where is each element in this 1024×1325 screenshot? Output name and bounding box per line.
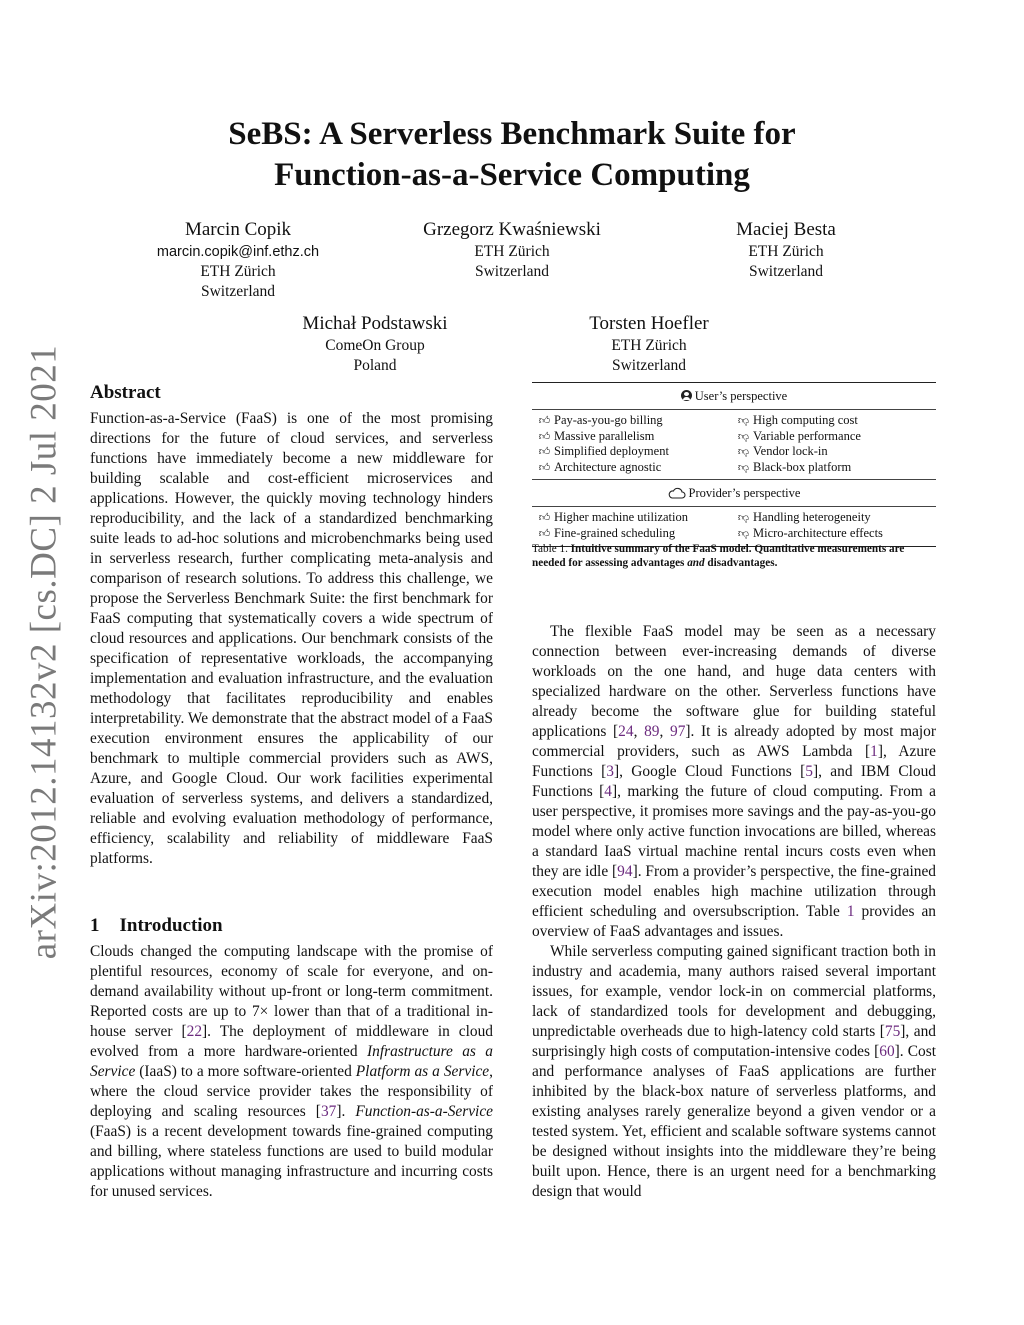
- emphasis-text: Function-as-a-Service: [355, 1103, 493, 1120]
- text-run: While serverless computing gained significant traction both in industry and academia, many authors raised several important issues, for example, vendor lock-in on commercial platforms, lack of standardized tools for development and debugging, unpredictable overheads due to high-latency cold starts [: [532, 943, 936, 1040]
- text-run: (IaaS) to a more software-oriented: [135, 1063, 356, 1080]
- cloud-icon: [668, 482, 686, 508]
- author-block-2: [362, 218, 662, 282]
- right-column-body: [532, 622, 936, 1202]
- author-email[interactable]: marcin.copik@inf.ethz.ch: [156, 244, 320, 260]
- advantage-text: Massive parallelism: [554, 428, 655, 443]
- thumbs-down-icon: 👎︎: [737, 446, 750, 459]
- disadvantages-column: [737, 413, 936, 475]
- caption-text-end: disadvantages.: [707, 557, 778, 569]
- advantage-text: Pay-as-you-go billing: [554, 413, 663, 427]
- author-block-4: [225, 312, 525, 376]
- citation-link[interactable]: 60: [879, 1043, 895, 1060]
- user-icon: [681, 390, 692, 401]
- citation-link[interactable]: 75: [884, 1023, 901, 1040]
- table-row: [538, 510, 737, 526]
- author-country: Switzerland: [474, 263, 550, 280]
- thumbs-up-icon: 👍︎: [538, 446, 551, 459]
- provider-perspective-header: [532, 480, 936, 506]
- abstract-body: [90, 409, 493, 869]
- citation-link[interactable]: 24: [618, 723, 634, 740]
- author-block-5: [499, 312, 799, 376]
- table-row: [737, 510, 936, 526]
- text-run: ], and surprisingly high costs of computation-intensive codes [: [532, 1023, 936, 1060]
- advantage-text: Architecture agnostic: [554, 459, 662, 474]
- text-run: ]. Cost and performance analyses of FaaS applications are further inhibited by the black-box nature of serverless platforms, and existing analyses rarely generalize beyond a given vendor or a tested system. Yet, efficient and scalable software systems cannot be designed without insights into the middleware they’re being built upon. Hence, there is an urgent need for a benchmarking design that would: [532, 1043, 936, 1200]
- text-run: ]. It is already adopted by most major commercial providers, such as AWS Lambda [: [532, 723, 936, 760]
- author-name: Michał Podstawski: [302, 313, 448, 334]
- author-block-1: [88, 218, 388, 302]
- text-run: ], Azure Functions [: [532, 743, 936, 780]
- citation-link[interactable]: 97: [670, 723, 686, 740]
- thumbs-down-icon: 👎︎: [737, 430, 750, 443]
- thumbs-down-icon: 👎︎: [737, 527, 750, 540]
- author-name: Maciej Besta: [736, 219, 836, 240]
- caption-text: Intuitive summary of the FaaS model. Quantitative measurements are needed for assessing advantages: [532, 543, 905, 569]
- author-affiliation: ETH Zürich: [748, 243, 824, 260]
- advantage-text: Fine-grained scheduling: [554, 525, 676, 540]
- provider-perspective-rows: [532, 507, 936, 545]
- advantage-text: Higher machine utilization: [554, 510, 688, 525]
- thumbs-down-icon: 👎︎: [737, 512, 750, 525]
- thumbs-down-icon: 👎︎: [737, 415, 750, 427]
- citation-link[interactable]: 5: [805, 763, 813, 780]
- disadvantage-text: Variable performance: [753, 428, 861, 443]
- author-affiliation: ETH Zürich: [200, 263, 276, 280]
- caption-label: Table 1.: [532, 543, 568, 555]
- table-row: [538, 413, 737, 429]
- text-run: ].: [336, 1103, 356, 1120]
- text-run: ], Google Cloud Functions [: [613, 763, 806, 780]
- table-row: [737, 413, 936, 429]
- user-perspective-header: [532, 383, 936, 409]
- user-perspective-rows: [532, 410, 936, 479]
- table-row: [538, 444, 737, 460]
- author-country: Switzerland: [748, 263, 824, 280]
- title-line-1: SeBS: A Serverless Benchmark Suite for: [228, 116, 796, 152]
- caption-emphasis: and: [687, 557, 705, 569]
- author-name: Torsten Hoefler: [589, 313, 709, 334]
- citation-link[interactable]: 4: [604, 783, 612, 800]
- table-row: [737, 460, 936, 476]
- introduction-body: [90, 942, 493, 1202]
- intro-paragraph: [90, 942, 493, 1202]
- emphasis-text: Infrastructure as a Service: [90, 1043, 494, 1080]
- citation-link[interactable]: 22: [186, 1023, 203, 1040]
- author-country: Poland: [353, 357, 397, 374]
- table-row: [538, 526, 737, 542]
- table-row: [538, 429, 737, 445]
- thumbs-up-icon: 👍︎: [538, 415, 551, 427]
- advantage-text: Simplified deployment: [554, 444, 669, 459]
- user-perspective-label: User’s perspective: [694, 389, 788, 403]
- text-run: ]. The deployment of middleware in cloud evolved from a more hardware-oriented: [90, 1023, 493, 1060]
- author-block-3: [636, 218, 936, 282]
- text-run: ]. From a provider’s perspective, the fine-grained execution model enables high machine utilization through efficient scheduling and oversubscription. Table: [532, 863, 936, 920]
- disadvantage-text: Micro-architecture effects: [753, 525, 883, 540]
- text-run: provides an overview of FaaS advantages and issues.: [532, 903, 936, 940]
- abstract-text: Function-as-a-Service (FaaS) is one of the most promising directions for the future of cloud services, and serverless functions have immediately become a new middleware for building scalable and cost-efficient microservices and applications. However, the quickly moving technology hinders reproducibility, and the lack of a standardized benchmarking suite leads to ad-hoc solutions and microbenchmarks being used in serverless research, further complicating meta-analysis and comparison of research solutions. To address this challenge, we propose the Serverless Benchmark Suite: the first benchmark for FaaS computing that systematically covers a wide spectrum of cloud resources and applications. Our benchmark consists of the specification of representative workloads, the accompanying implementation and evaluation infrastructure, and the evaluation methodology that facilitates reproducibility and enables interpretability. We demonstrate that the abstract model of a FaaS execution environment ensures the applicability of our benchmark to multiple commercial providers such as AWS, Azure, and Google Cloud. Our work facilities experimental evaluation of serverless systems, and delivers a standardized, reliable and evolving evaluation methodology of performance, efficiency, scalability and reliability of middleware FaaS platforms.: [90, 410, 493, 867]
- abstract-heading: Abstract: [90, 382, 161, 403]
- thumbs-up-icon: 👍︎: [538, 512, 551, 525]
- section-number: 1: [90, 915, 100, 936]
- disadvantage-text: Handling heterogeneity: [753, 510, 871, 525]
- disadvantage-text: High computing cost: [753, 413, 858, 427]
- text-run: (FaaS) is a recent development towards fine-grained computing and billing, where stateless functions are used to build modular applications without managing infrastructure and incurring costs for unused services.: [90, 1123, 493, 1200]
- title-line-2: Function-as-a-Service Computing: [274, 157, 750, 193]
- author-country: Switzerland: [611, 357, 687, 374]
- author-name: Marcin Copik: [184, 219, 292, 240]
- table-caption: [532, 542, 936, 570]
- text-run: ], marking the future of cloud computing. From a user perspective, it promises more savings and the pay-as-you-go model where only active function invocations are billed, whereas a standard IaaS virtual machine rental incurs costs even when they are idle [: [532, 783, 936, 880]
- author-country: Switzerland: [200, 283, 276, 300]
- text-run: The flexible FaaS model may be seen as a necessary connection between ever-increasing demands of diverse workloads on the one hand, and huge data centers with specialized hardware on the other. Serverless functions have already become the software glue for building stateful applications [: [532, 623, 936, 740]
- advantages-column: [538, 413, 737, 475]
- arxiv-identifier-stamp: arXiv:2012.14132v2 [cs.DC] 2 Jul 2021: [23, 344, 65, 960]
- thumbs-up-icon: 👍︎: [538, 430, 551, 443]
- table-row: [737, 429, 936, 445]
- citation-link[interactable]: 89: [644, 723, 660, 740]
- citation-link[interactable]: 37: [320, 1103, 337, 1120]
- paragraph: [532, 622, 936, 942]
- text-run: , where the cloud service provider takes the responsibility of deploying and scaling resources [: [90, 1063, 493, 1120]
- table-row: [737, 444, 936, 460]
- provider-perspective-label: Provider’s perspective: [688, 486, 801, 501]
- author-affiliation: ComeOn Group: [325, 337, 425, 354]
- table-row: [538, 460, 737, 476]
- disadvantage-text: Vendor lock-in: [753, 444, 828, 459]
- table-reference-link[interactable]: 1: [846, 903, 855, 920]
- faas-summary-table: [532, 382, 936, 547]
- text-run: ], and IBM Cloud Functions [: [532, 763, 936, 800]
- citation-link[interactable]: 1: [870, 743, 878, 760]
- author-affiliation: ETH Zürich: [611, 337, 687, 354]
- thumbs-down-icon: 👎︎: [737, 461, 750, 474]
- author-name: Grzegorz Kwaśniewski: [423, 219, 601, 240]
- paper-title: [0, 114, 1024, 196]
- paragraph: [532, 942, 936, 1202]
- emphasis-text: Platform as a Service: [355, 1063, 490, 1080]
- thumbs-up-icon: 👍︎: [538, 527, 551, 540]
- section-title: Introduction: [119, 915, 223, 936]
- text-run: Clouds changed the computing landscape with the promise of plentiful resources, economy of scale for everyone, and on-demand availability without up-front or long-term commitment. Reported costs are up to 7× lower than that of a traditional in-house server [: [90, 943, 493, 1040]
- text-run: ,: [633, 723, 645, 740]
- disadvantage-text: Black-box platform: [753, 459, 852, 474]
- introduction-heading: [90, 915, 223, 937]
- author-affiliation: ETH Zürich: [474, 243, 550, 260]
- thumbs-up-icon: 👍︎: [538, 461, 551, 474]
- advantages-column: [538, 510, 737, 541]
- text-run: ,: [659, 723, 671, 740]
- citation-link[interactable]: 94: [617, 863, 633, 880]
- citation-link[interactable]: 3: [606, 763, 614, 780]
- disadvantages-column: [737, 510, 936, 541]
- table-row: [737, 526, 936, 542]
